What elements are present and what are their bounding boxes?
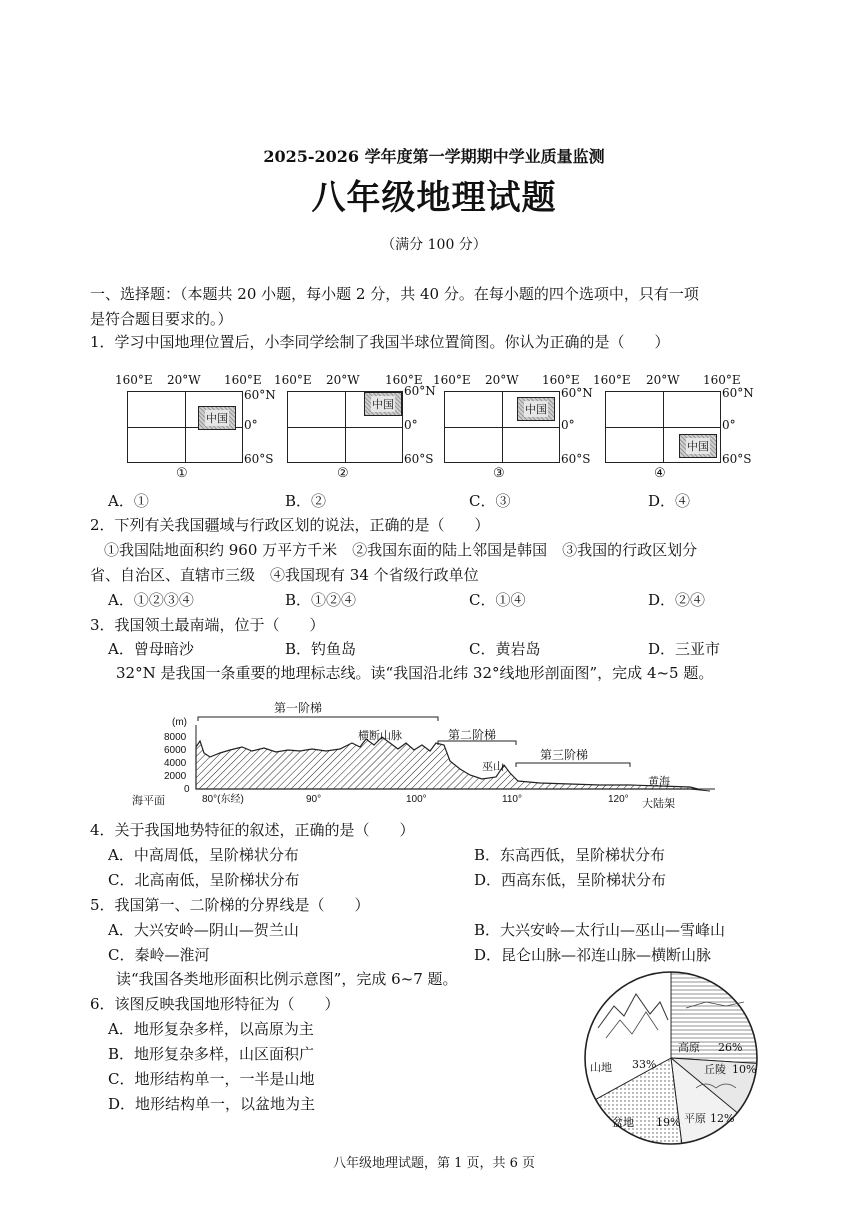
page-footer: 八年级地理试题，第 1 页，共 6 页	[332, 1156, 536, 1171]
landform-proportion-pie	[576, 968, 766, 1148]
map-2-frame	[287, 391, 403, 463]
map-4-frame	[605, 391, 721, 463]
q6-option-d[interactable]: D．地形结构单一，以盆地为主	[108, 1095, 316, 1113]
q2-option-b[interactable]: B．①②④	[285, 591, 357, 609]
hengduan-label: 横断山脉	[358, 729, 402, 742]
map-4-lon-left: 160°E	[593, 373, 631, 387]
profile-ytick-8000: 8000	[164, 732, 187, 743]
map-4-lat-top: 60°N	[722, 386, 754, 400]
huanghai-label: 黄海	[648, 775, 670, 788]
map-2-lat-top: 60°N	[404, 384, 436, 398]
full-score: （满分 100 分）	[381, 237, 487, 253]
map-3-china-box: 中国	[517, 397, 555, 421]
q3-option-d[interactable]: D．三亚市	[648, 640, 721, 658]
map-3-lat-top: 60°N	[561, 386, 593, 400]
q1-option-b[interactable]: B．②	[285, 492, 327, 510]
profile-xtick-90: 90°	[306, 794, 322, 805]
map-3-lon-left: 160°E	[433, 373, 471, 387]
terrain-profile-32n	[130, 695, 730, 815]
profile-xtick-80: 80°(东经)	[202, 794, 244, 805]
map-4-lon-mid: 20°W	[646, 373, 680, 387]
question-2-statements: ①我国陆地面积约 960 万平方千米 ②我国东面的陆上邻国是韩国 ③我国的行政区划分	[104, 541, 698, 559]
profile-xtick-100: 100°	[406, 794, 427, 805]
map-2-china-box: 中国	[364, 392, 402, 416]
q2-option-d[interactable]: D．②④	[648, 591, 706, 609]
map-1-lon-mid: 20°W	[167, 373, 201, 387]
basin-pct: 19%	[656, 1116, 681, 1129]
map-2-lon-left: 160°E	[274, 373, 312, 387]
map-1-lon-right: 160°E	[224, 373, 262, 387]
q5-option-a[interactable]: A．大兴安岭—阴山—贺兰山	[108, 921, 299, 939]
profile-ytick-2000: 2000	[164, 771, 187, 782]
basin-label: 盆地	[612, 1116, 634, 1129]
plateau-label: 高原	[678, 1041, 700, 1054]
step-2-label: 第二阶梯	[448, 728, 497, 742]
q4-option-a[interactable]: A．中高周低，呈阶梯状分布	[108, 846, 299, 864]
map-1-number: ①	[176, 466, 188, 481]
intro-q4-5: 32°N 是我国一条重要的地理标志线。读“我国沿北纬 32°线地形剖面图”，完成 4~5 题。	[116, 664, 714, 682]
q2-option-a[interactable]: A．①②③④	[108, 591, 194, 609]
map-1-frame	[127, 391, 243, 463]
map-4-lat-bottom: 60°S	[722, 452, 752, 466]
map-4-lon-right: 160°E	[703, 373, 741, 387]
hill-pct: 10%	[732, 1063, 757, 1076]
map-2-lon-mid: 20°W	[326, 373, 360, 387]
profile-xtick-120: 120°	[608, 794, 629, 805]
q1-option-d[interactable]: D．④	[648, 492, 691, 510]
q6-option-a[interactable]: A．地形复杂多样，以高原为主	[108, 1020, 314, 1038]
map-4-lat-mid: 0°	[722, 418, 736, 432]
q3-option-c[interactable]: C．黄岩岛	[469, 640, 541, 658]
exam-subtitle: 2025-2026 学年度第一学期期中学业质量监测	[263, 147, 605, 166]
hill-label: 丘陵	[704, 1063, 726, 1076]
question-5-stem: 5．我国第一、二阶梯的分界线是（ ）	[90, 896, 370, 914]
q5-option-c[interactable]: C．秦岭—淮河	[108, 946, 210, 964]
map-1-china-box: 中国	[198, 406, 236, 430]
q6-option-c[interactable]: C．地形结构单一，一半是山地	[108, 1070, 315, 1088]
q2-option-c[interactable]: C．①④	[469, 591, 526, 609]
map-3-lon-right: 160°E	[542, 373, 580, 387]
step-3-label: 第三阶梯	[540, 748, 589, 762]
q4-option-b[interactable]: B．东高西低，呈阶梯状分布	[474, 846, 666, 864]
map-1-lat-top: 60°N	[244, 388, 276, 402]
q5-option-b[interactable]: B．大兴安岭—太行山—巫山—雪峰山	[474, 921, 726, 939]
profile-unit: (m)	[172, 717, 187, 728]
q5-option-d[interactable]: D．昆仑山脉—祁连山脉—横断山脉	[474, 946, 712, 964]
map-2-number: ②	[337, 466, 349, 481]
q4-option-c[interactable]: C．北高南低，呈阶梯状分布	[108, 871, 300, 889]
plain-label: 平原	[684, 1112, 706, 1125]
q4-option-d[interactable]: D．西高东低，呈阶梯状分布	[474, 871, 667, 889]
profile-xtick-110: 110°	[502, 794, 522, 805]
profile-ytick-0: 0	[184, 784, 190, 795]
section-heading-cont: 是符合题目要求的。）	[90, 310, 233, 328]
profile-ytick-6000: 6000	[164, 745, 187, 756]
question-1-stem: 1．学习中国地理位置后，小李同学绘制了我国半球位置简图。你认为正确的是（ ）	[90, 333, 670, 351]
continental-shelf-label: 大陆架	[642, 797, 675, 810]
q3-option-a[interactable]: A．曾母暗沙	[108, 640, 194, 658]
wushan-label: 巫山	[482, 760, 504, 773]
sea-level-label: 海平面	[132, 794, 165, 807]
map-4-number: ④	[654, 466, 666, 481]
q1-option-c[interactable]: C．③	[469, 492, 511, 510]
question-3-stem: 3．我国领土最南端，位于（ ）	[90, 616, 325, 634]
map-2-lon-right: 160°E	[385, 373, 423, 387]
question-2-stem: 2．下列有关我国疆域与行政区划的说法，正确的是（ ）	[90, 516, 490, 534]
map-3-lat-mid: 0°	[561, 418, 575, 432]
plateau-pct: 26%	[718, 1041, 743, 1054]
map-3-lat-bottom: 60°S	[561, 452, 591, 466]
map-1-lat-bottom: 60°S	[244, 452, 274, 466]
step-1-label: 第一阶梯	[274, 701, 323, 715]
map-3-number: ③	[493, 466, 505, 481]
map-3-lon-mid: 20°W	[485, 373, 519, 387]
profile-ytick-4000: 4000	[164, 758, 187, 769]
q6-option-b[interactable]: B．地形复杂多样，山区面积广	[108, 1045, 315, 1063]
map-4-china-box: 中国	[679, 434, 717, 458]
q1-option-a[interactable]: A．①	[108, 492, 149, 510]
map-3-frame	[444, 391, 560, 463]
q3-option-b[interactable]: B．钓鱼岛	[285, 640, 357, 658]
question-2-statements-cont: 省、自治区、直辖市三级 ④我国现有 34 个省级行政单位	[90, 566, 479, 584]
mountain-pct: 33%	[632, 1058, 657, 1071]
plain-pct: 12%	[710, 1112, 735, 1125]
map-2-lat-bottom: 60°S	[404, 452, 434, 466]
map-1-lat-mid: 0°	[244, 418, 258, 432]
question-6-stem: 6．该图反映我国地形特征为（ ）	[90, 995, 340, 1013]
map-2-lat-mid: 0°	[404, 418, 418, 432]
intro-q6-7: 读“我国各类地形面积比例示意图”，完成 6~7 题。	[116, 970, 458, 988]
question-4-stem: 4．关于我国地势特征的叙述，正确的是（ ）	[90, 821, 415, 839]
exam-title: 八年级地理试题	[311, 178, 557, 218]
section-heading: 一、选择题：（本题共 20 小题，每小题 2 分，共 40 分。在每小题的四个选项中，只有一项	[90, 285, 699, 303]
map-1-lon-left: 160°E	[115, 373, 153, 387]
mountain-label: 山地	[590, 1061, 612, 1074]
